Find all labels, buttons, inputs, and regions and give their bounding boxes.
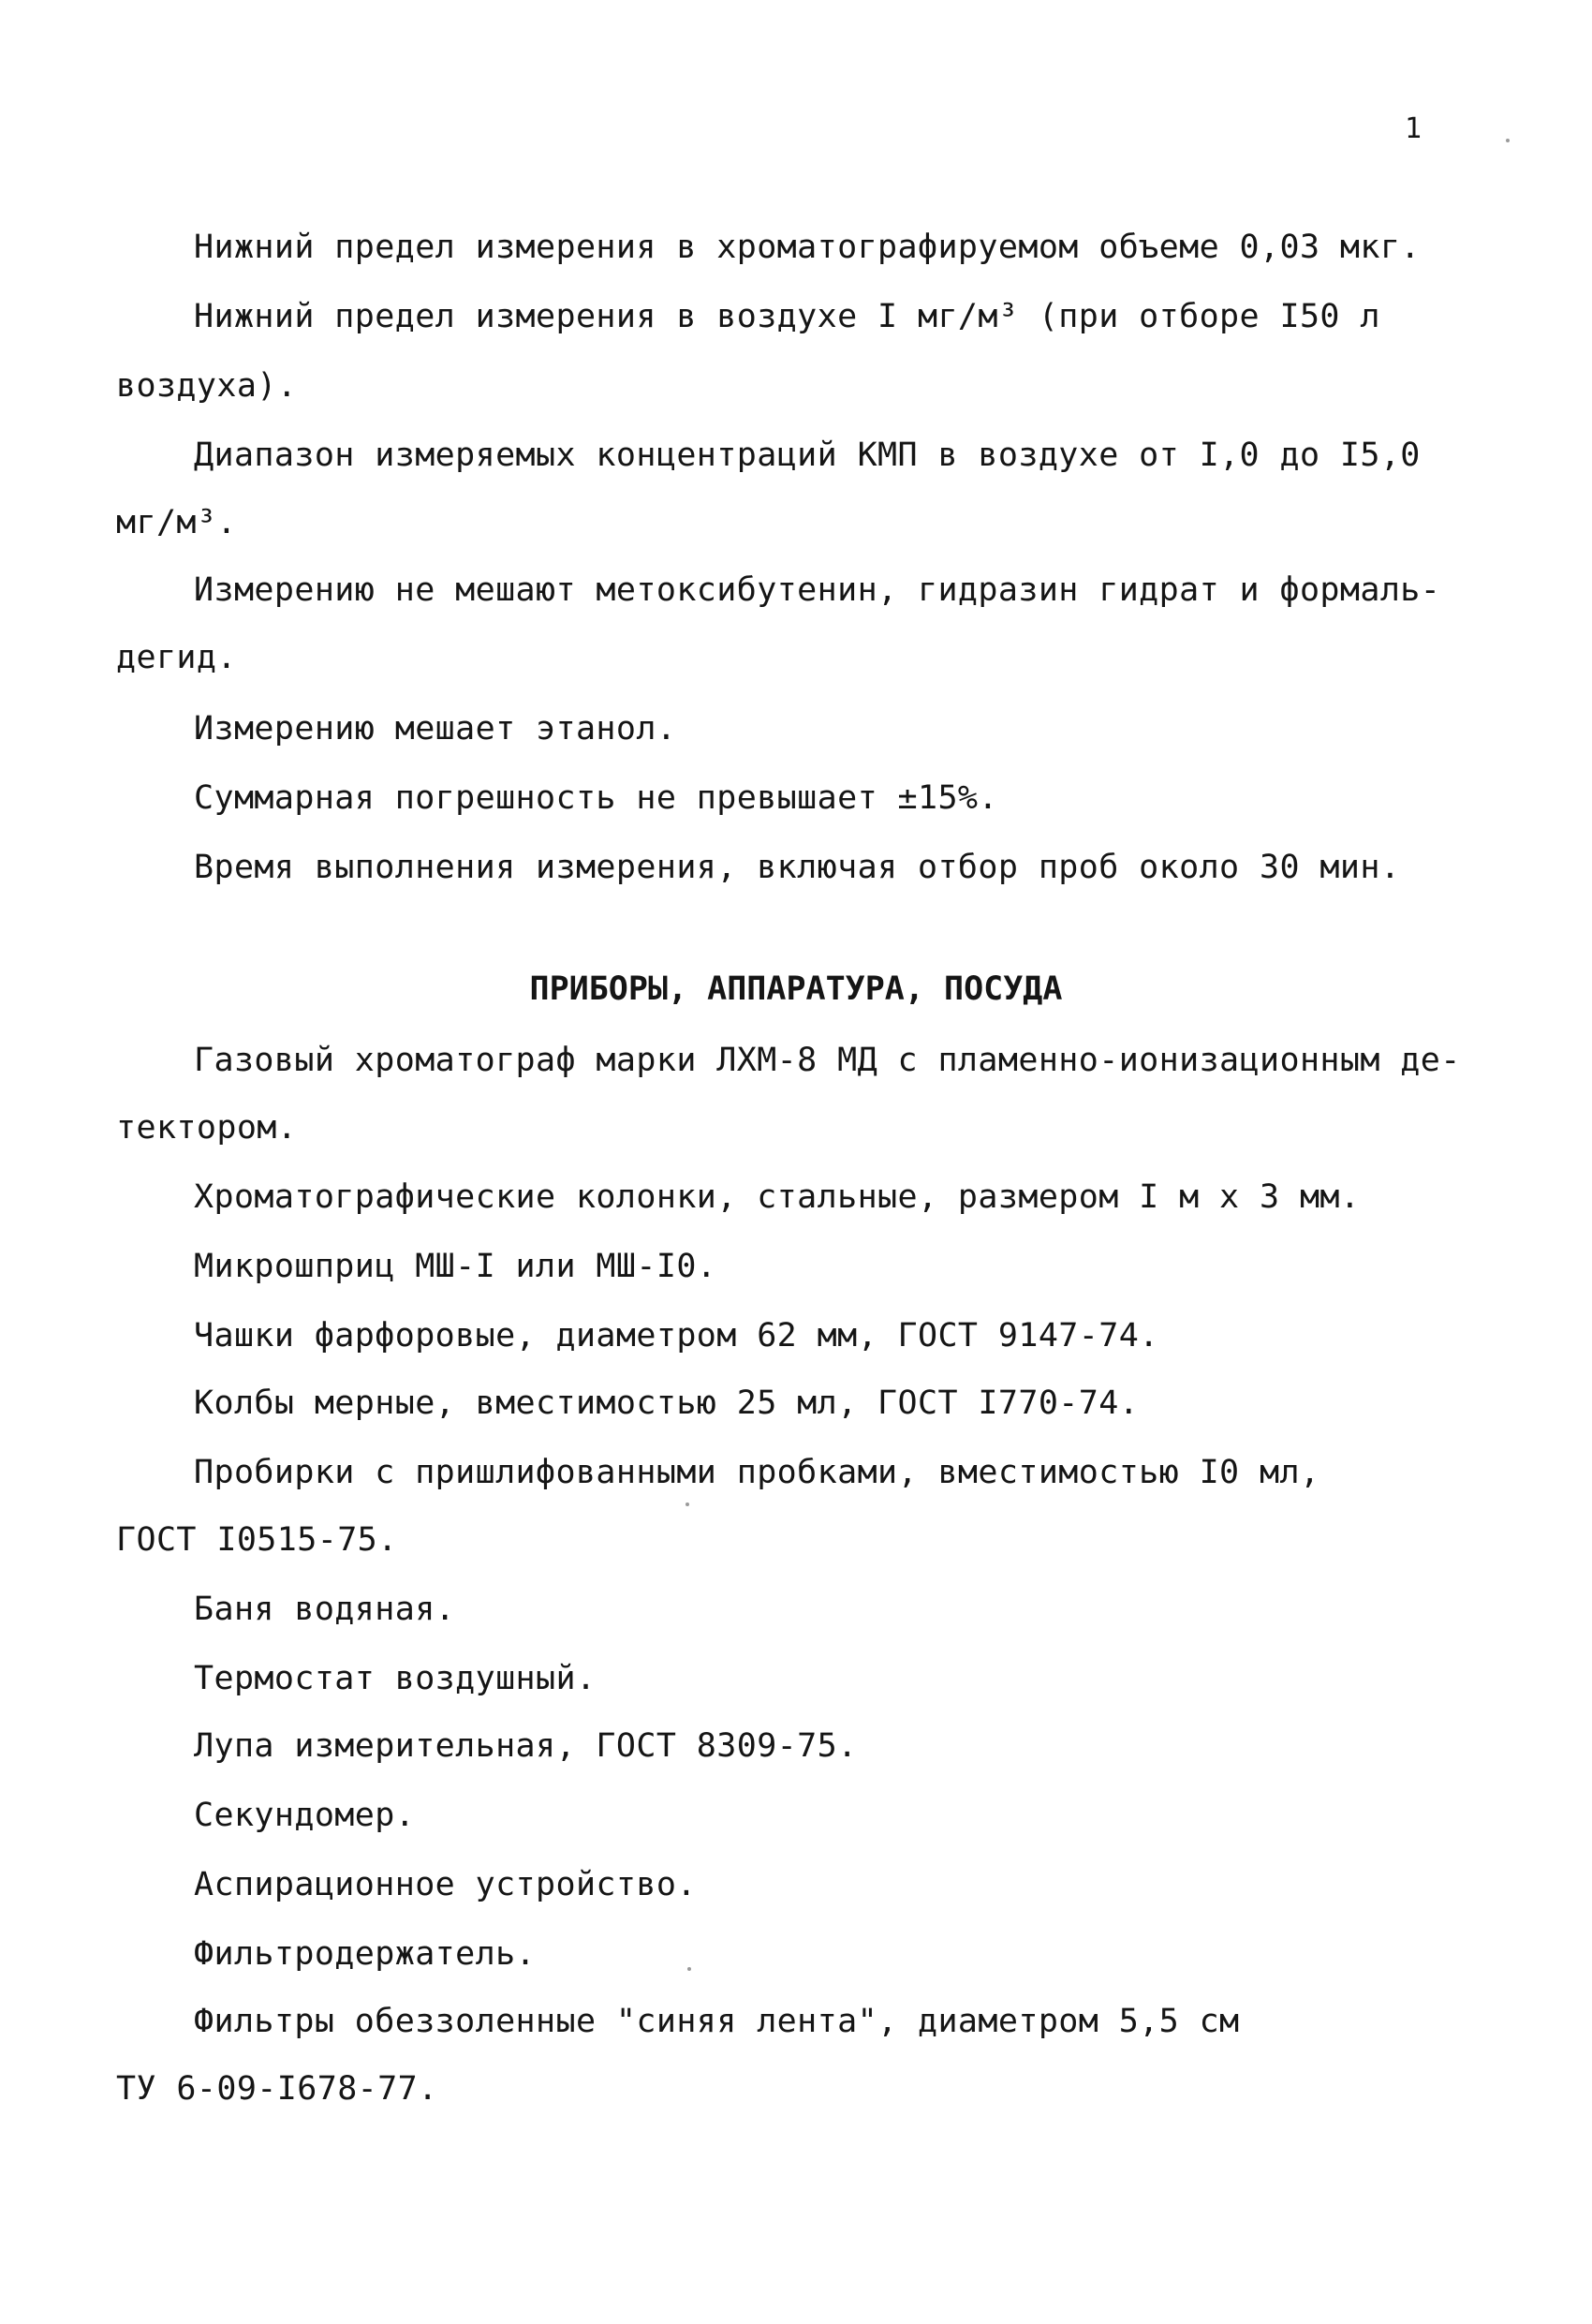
section-heading: ПРИБОРЫ, АППАРАТУРА, ПОСУДА [529,970,1063,1008]
text-line: мг/м³. [116,504,237,541]
text-line: Лупа измерительная, ГОСТ 8309-75. [194,1727,858,1765]
text-line: Суммарная погрешность не превышает ±15%. [194,779,998,817]
text-line: Фильтродержатель. [194,1935,537,1973]
text-line: воздуха). [116,367,298,405]
text-line: Колбы мерные, вместимостью 25 мл, ГОСТ I770-74. [194,1384,1140,1422]
text-line: Баня водяная. [194,1591,456,1628]
text-line: Пробирки с пришлифованными пробками, вместимостью I0 мл, [194,1454,1320,1491]
text-line: дегид. [116,639,237,676]
scan-speck [687,1967,691,1971]
scan-speck [1506,139,1510,142]
text-line: Секундомер. [194,1797,416,1834]
text-line: Чашки фарфоровые, диаметром 62 мм, ГОСТ 9147-74. [194,1317,1159,1354]
text-line: Измерению не мешают метоксибутенин, гидразин гидрат и формаль- [194,571,1441,609]
text-line: Термостат воздушный. [194,1660,597,1697]
text-line: Газовый хроматограф марки ЛХМ-8 МД с пламенно-ионизационным де- [194,1042,1461,1079]
text-line: Аспирационное устройство. [194,1866,697,1903]
text-line: Нижний предел измерения в воздухе I мг/м³ (при отборе I50 л [194,298,1380,335]
text-line: Фильтры обеззоленные "синяя лента", диаметром 5,5 см [194,2003,1240,2040]
text-line: ГОСТ I0515-75. [116,1521,398,1559]
text-line: Нижний предел измерения в хроматографируемом объеме 0,03 мкг. [194,229,1421,266]
text-line: Измерению мешает этанол. [194,710,677,748]
text-line: Диапазон измеряемых концентраций КМП в воздухе от I,0 до I5,0 [194,437,1421,474]
text-line: Микрошприц МШ-I или МШ-I0. [194,1248,717,1285]
text-line: ТУ 6-09-I678-77. [116,2070,438,2108]
text-line: тектором. [116,1109,298,1147]
text-line: Время выполнения измерения, включая отбор проб около 30 мин. [194,849,1401,886]
scan-speck [685,1502,689,1506]
text-line: Хроматографические колонки, стальные, размером I м х 3 мм. [194,1178,1361,1216]
page-number: 1 [1405,112,1422,145]
